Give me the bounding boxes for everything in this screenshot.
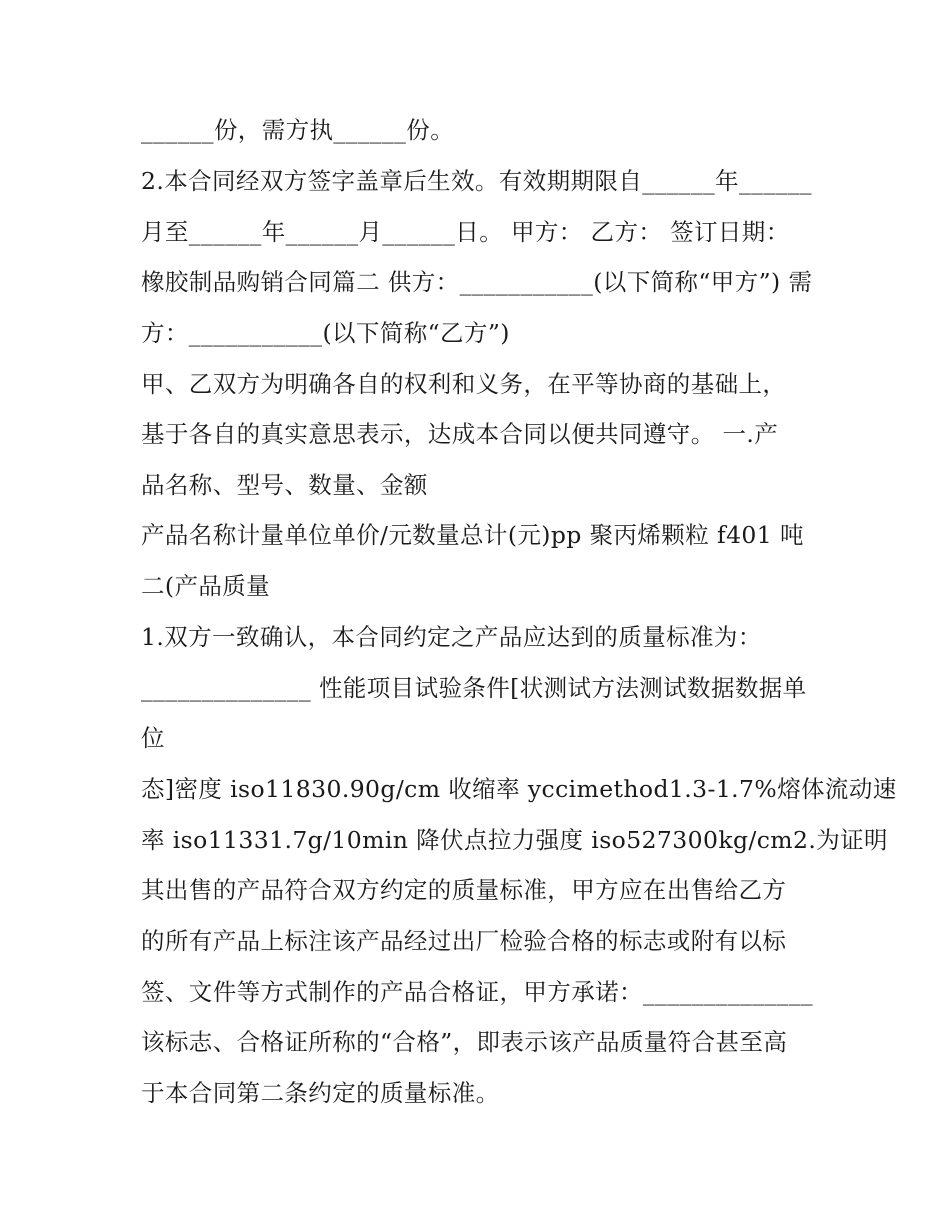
- text-line-14: 态]密度 iso11830.90g/cm 收缩率 yccimethod1.3-1.7%熔体流动速: [141, 775, 897, 803]
- text-line-15: 率 iso11331.7g/10min 降伏点拉力强度 iso527300kg/cm2.为证明: [141, 826, 888, 854]
- text-line-16: 其出售的产品符合双方约定的质量标准，甲方应在出售给乙方: [141, 876, 787, 904]
- text-line-20: 于本合同第二条约定的质量标准。: [141, 1079, 500, 1107]
- text-line-8: 品名称、型号、数量、金额: [141, 471, 428, 499]
- text-line-1: ______份，需方执______份。: [141, 116, 455, 144]
- text-line-13: 位: [141, 724, 165, 752]
- text-line-4: 橡胶制品购销合同篇二 供方：___________(以下简称“甲方”) 需: [141, 268, 813, 296]
- text-line-5: 方：___________(以下简称“乙方”): [141, 319, 510, 347]
- text-line-2: 2.本合同经双方签字盖章后生效。有效期期限自______年______: [141, 167, 812, 195]
- text-line-19: 该标志、合格证所称的“合格”，即表示该产品质量符合甚至高: [141, 1028, 788, 1056]
- text-line-18: 签、文件等方式制作的产品合格证，甲方承诺：______________: [141, 978, 813, 1006]
- text-line-11: 1.双方一致确认，本合同约定之产品应达到的质量标准为：: [141, 623, 762, 651]
- text-line-3: 月至______年______月______日。 甲方： 乙方： 签订日期：: [141, 218, 790, 246]
- text-line-9: 产品名称计量单位单价/元数量总计(元)pp 聚丙烯颗粒 f401 吨: [141, 521, 804, 549]
- text-line-10: 二(产品质量: [141, 572, 271, 600]
- text-line-17: 的所有产品上标注该产品经过出厂检验合格的标志或附有以标: [141, 927, 787, 955]
- text-line-7: 基于各自的真实意思表示，达成本合同以便共同遵守。 一.产: [141, 420, 779, 448]
- text-line-12: ______________ 性能项目试验条件[状测试方法测试数据数据单: [141, 674, 807, 702]
- text-line-6: 甲、乙双方为明确各自的权利和义务，在平等协商的基础上，: [141, 370, 787, 398]
